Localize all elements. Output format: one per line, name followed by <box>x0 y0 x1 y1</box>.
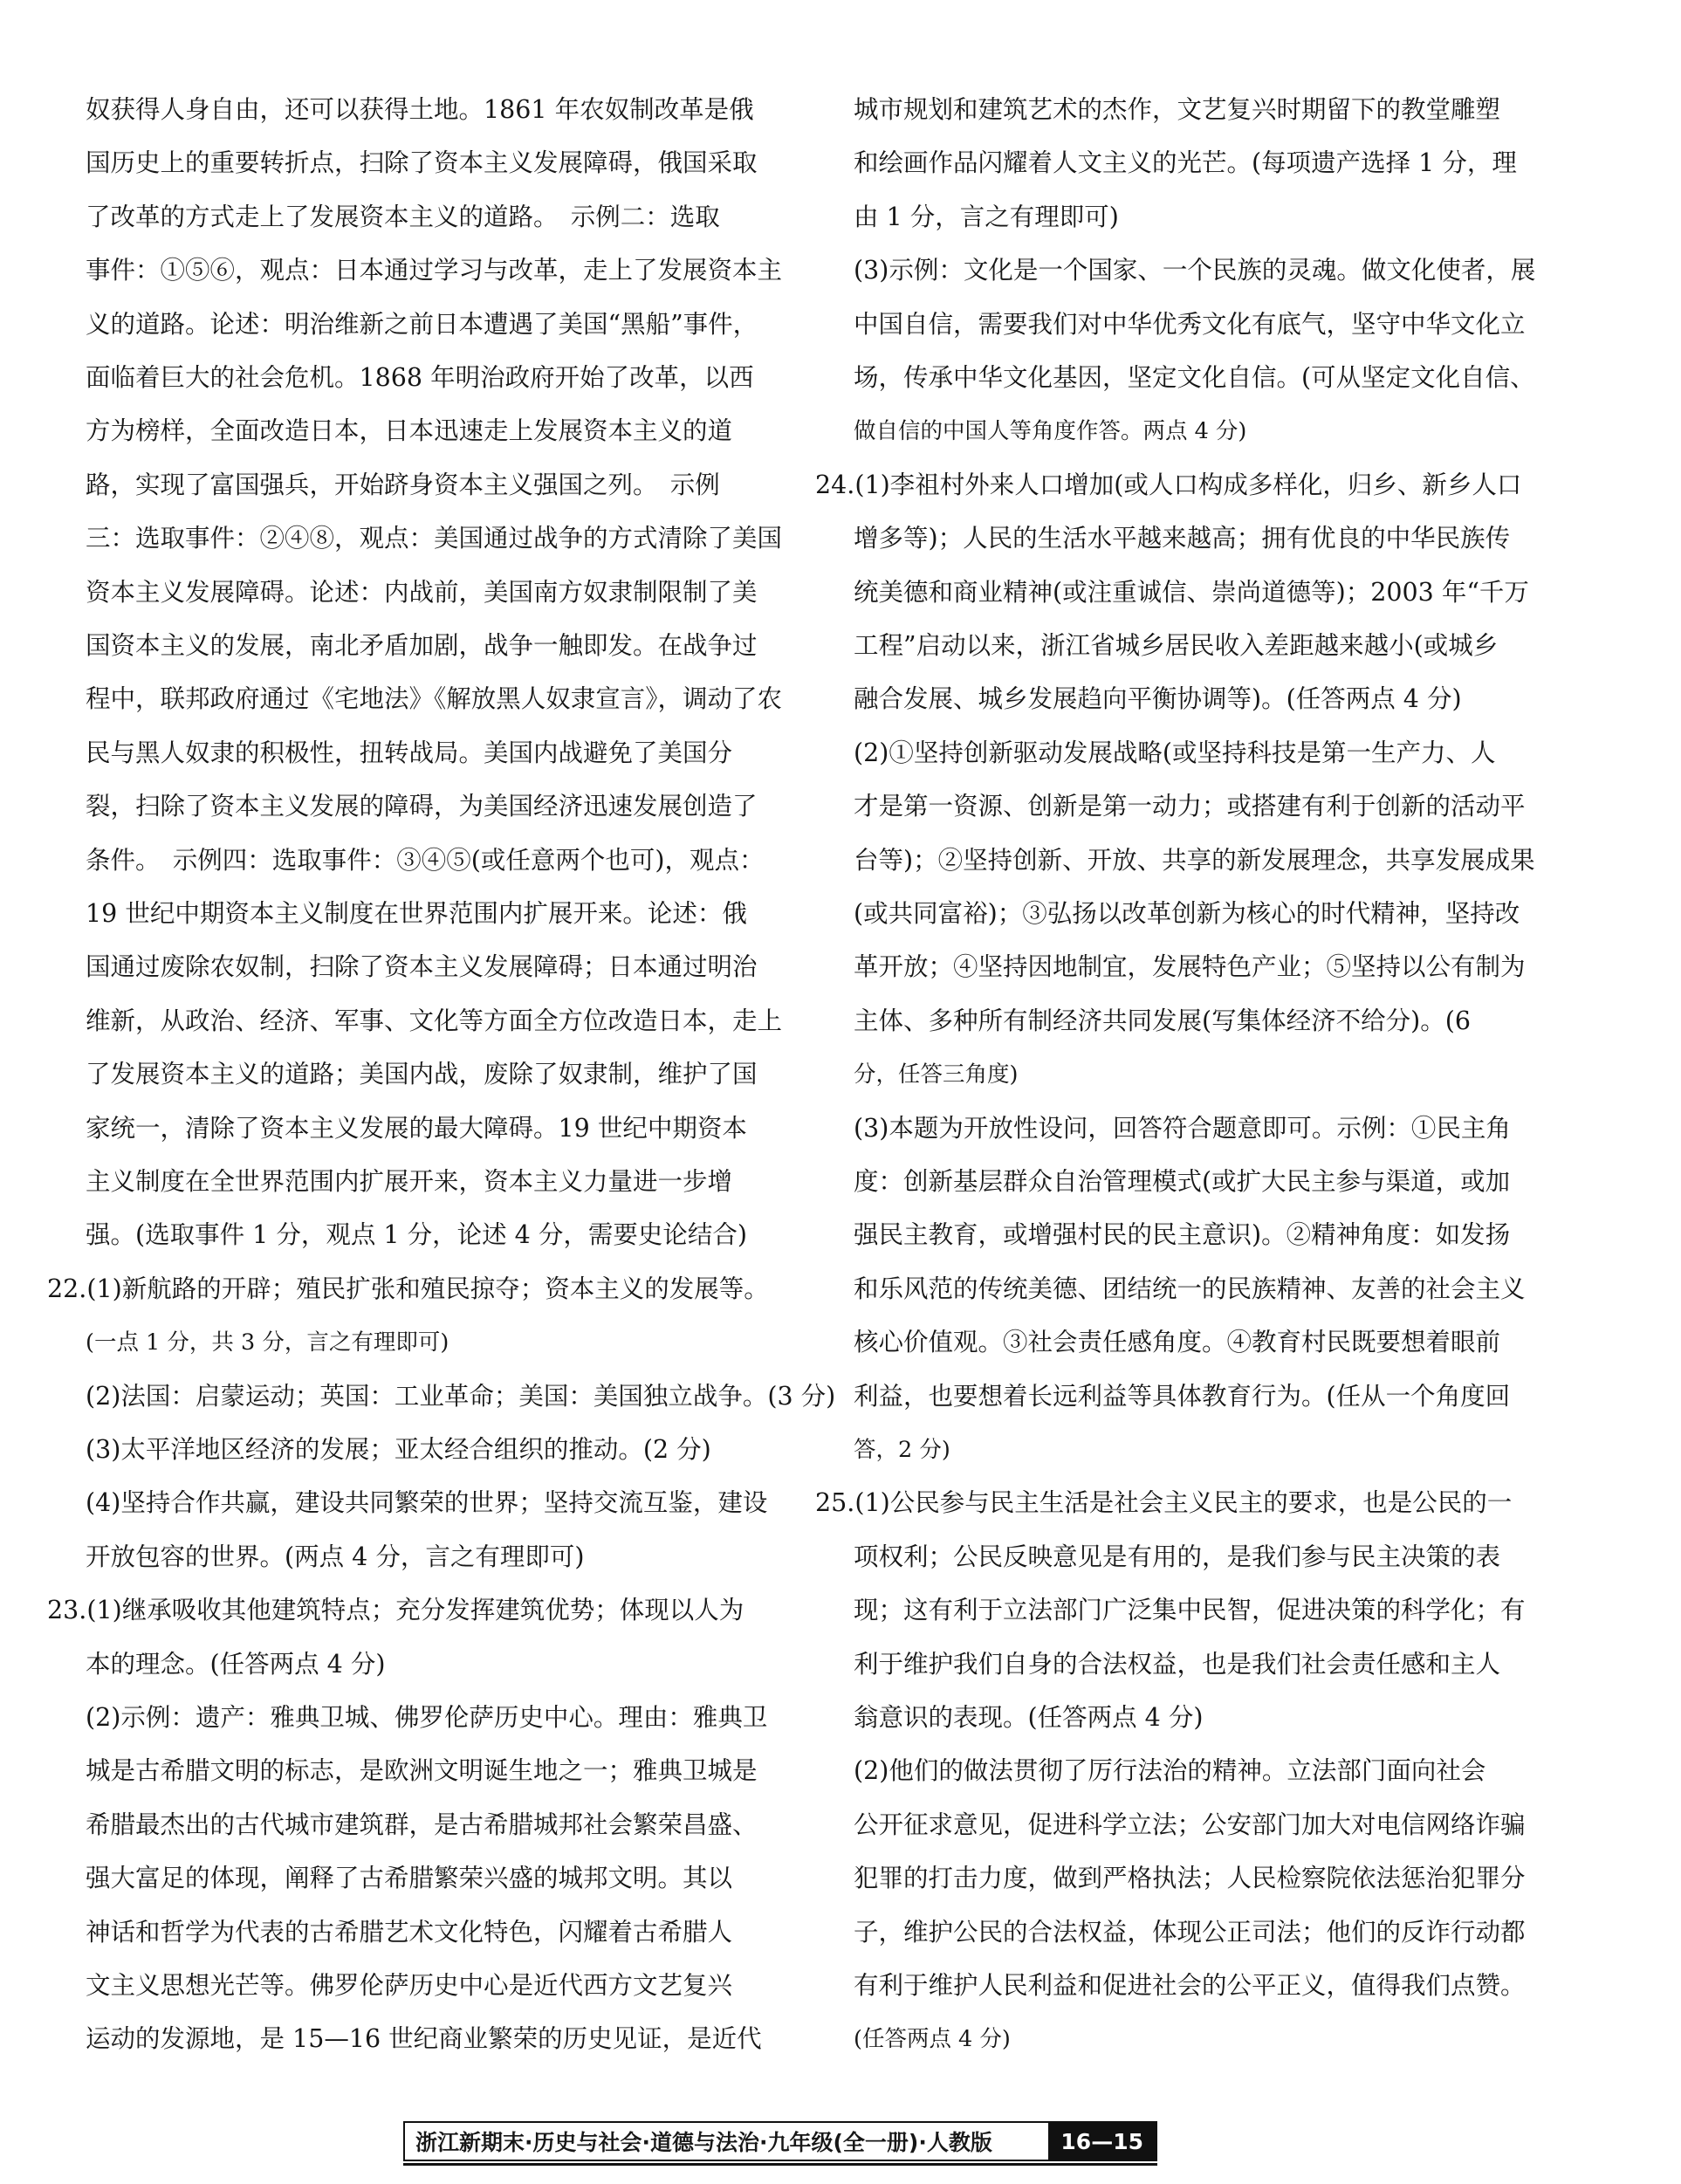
text-line: 公开征求意见，促进科学立法；公安部门加大对电信网络诈骗 <box>854 1810 1526 1839</box>
text-line: 强民主教育，或增强村民的民主意识)。②精神角度：如发扬 <box>854 1220 1511 1250</box>
text-line: 做自信的中国人等角度作答。两点 4 分) <box>854 418 1247 445</box>
text-line: 子，维护公民的合法权益，体现公正司法；他们的反诈行动都 <box>854 1917 1526 1947</box>
text-line: 主体、多种所有制经济共同发展(写集体经济不给分)。(6 <box>854 1006 1471 1035</box>
text-line: 增多等)；人民的生活水平越来越高；拥有优良的中华民族传 <box>854 524 1511 553</box>
text-line: (3)示例：文化是一个国家、一个民族的灵魂。做文化使者，展 <box>854 256 1536 285</box>
text-line: 核心价值观。③社会责任感角度。④教育村民既要想着眼前 <box>854 1328 1501 1357</box>
text-line: 犯罪的打击力度，做到严格执法；人民检察院依法惩治犯罪分 <box>854 1864 1526 1893</box>
text-line: 才是第一资源、创新是第一动力；或搭建有利于创新的活动平 <box>854 792 1526 821</box>
text-line: 运动的发源地，是 15—16 世纪商业繁荣的历史见证，是近代 <box>86 2024 762 2054</box>
text-line: 义的道路。论述：明治维新之前日本遭遇了美国“黑船”事件， <box>86 309 758 339</box>
text-line: 24.(1)李祖村外来人口增加(或人口构成多样化，归乡、新乡人口 <box>815 470 1522 499</box>
text-line: 答，2 分) <box>854 1437 950 1463</box>
text-line: 度：创新基层群众自治管理模式(或扩大民主参与渠道，或加 <box>854 1167 1511 1196</box>
text-line: 统美德和商业精神(或注重诚信、崇尚道德等)；2003 年“千万 <box>854 577 1529 607</box>
text-line: 希腊最杰出的古代城市建筑群，是古希腊城邦社会繁荣昌盛、 <box>86 1810 758 1839</box>
text-line: 利于维护我们自身的合法权益，也是我们社会责任感和主人 <box>854 1649 1501 1679</box>
text-line: 文主义思想光芒等。佛罗伦萨历史中心是近代西方文艺复兴 <box>86 1971 733 2000</box>
text-line: 主义制度在全世界范围内扩展开来，资本主义力量进一步增 <box>86 1167 733 1196</box>
text-line: (2)①坚持创新驱动发展战略(或坚持科技是第一生产力、人 <box>854 738 1496 767</box>
text-line: 19 世纪中期资本主义制度在世界范围内扩展开来。论述：俄 <box>86 899 747 928</box>
text-line: 中国自信，需要我们对中华优秀文化有底气，坚守中华文化立 <box>854 309 1526 339</box>
text-line: 项权利；公民反映意见是有用的，是我们参与民主决策的表 <box>854 1542 1501 1571</box>
text-line: 工程”启动以来，浙江省城乡居民收入差距越来越小(或城乡 <box>854 631 1499 660</box>
text-line: 翁意识的表现。(任答两点 4 分) <box>854 1703 1204 1732</box>
text-line: (3)本题为开放性设问，回答符合题意即可。示例：①民主角 <box>854 1113 1511 1143</box>
text-line: 和乐风范的传统美德、团结统一的民族精神、友善的社会主义 <box>854 1274 1526 1303</box>
text-line: (一点 1 分，共 3 分，言之有理即可) <box>86 1329 449 1356</box>
text-line: (或共同富裕)；③弘扬以改革创新为核心的时代精神，坚持改 <box>854 899 1520 928</box>
text-line: (2)法国：启蒙运动；英国：工业革命；美国：美国独立战争。(3 分) <box>86 1381 836 1411</box>
page-number: 16—15 <box>1048 2123 1156 2160</box>
text-line: 裂，扫除了资本主义发展的障碍，为美国经济迅速发展创造了 <box>86 792 758 821</box>
text-line: (4)坚持合作共赢，建设共同繁荣的世界；坚持交流互鉴，建设 <box>86 1488 768 1518</box>
text-line: (3)太平洋地区经济的发展；亚太经合组织的推动。(2 分) <box>86 1435 711 1464</box>
text-line: 三：选取事件：②④⑧，观点：美国通过战争的方式清除了美国 <box>86 524 783 553</box>
text-line: 由 1 分，言之有理即可) <box>854 202 1119 231</box>
text-line: 程中，联邦政府通过《宅地法》《解放黑人奴隶宣言》，调动了农 <box>86 684 783 714</box>
text-line: 了改革的方式走上了发展资本主义的道路。 示例二：选取 <box>86 202 720 231</box>
text-line: 神话和哲学为代表的古希腊艺术文化特色，闪耀着古希腊人 <box>86 1917 733 1947</box>
text-line: 强大富足的体现，阐释了古希腊繁荣兴盛的城邦文明。其以 <box>86 1864 733 1893</box>
footer-rule <box>403 2163 1157 2166</box>
text-line: 场，传承中华文化基因，坚定文化自信。(可从坚定文化自信、 <box>854 363 1535 392</box>
text-line: 方为榜样，全面改造日本，日本迅速走上发展资本主义的道 <box>86 416 733 446</box>
text-line: 现；这有利于立法部门广泛集中民智，促进决策的科学化；有 <box>854 1596 1526 1625</box>
text-line: 国通过废除农奴制，扫除了资本主义发展障碍；日本通过明治 <box>86 952 758 982</box>
text-line: 条件。 示例四：选取事件：③④⑤(或任意两个也可)，观点： <box>86 845 765 875</box>
text-line: 有利于维护人民利益和促进社会的公平正义，值得我们点赞。 <box>854 1971 1526 2000</box>
text-line: 台等)；②坚持创新、开放、共享的新发展理念，共享发展成果 <box>854 845 1535 875</box>
page-footer <box>403 2121 1157 2161</box>
text-line: 民与黑人奴隶的积极性，扭转战局。美国内战避免了美国分 <box>86 738 733 767</box>
text-line: 奴获得人身自由，还可以获得土地。1861 年农奴制改革是俄 <box>86 95 754 124</box>
text-line: 城市规划和建筑艺术的杰作，文艺复兴时期留下的教堂雕塑 <box>854 95 1501 124</box>
text-line: 和绘画作品闪耀着人文主义的光芒。(每项遗产选择 1 分，理 <box>854 148 1517 178</box>
text-line: 革开放；④坚持因地制宜，发展特色产业；⑤坚持以公有制为 <box>854 952 1526 982</box>
text-line: 了发展资本主义的道路；美国内战，废除了奴隶制，维护了国 <box>86 1060 758 1089</box>
text-line: (任答两点 4 分) <box>854 2026 1011 2053</box>
text-line: 家统一，清除了资本主义发展的最大障碍。19 世纪中期资本 <box>86 1113 747 1143</box>
footer-title: 浙江新期末·历史与社会·道德与法治·九年级(全一册)·人教版 <box>415 2130 992 2155</box>
text-line: 开放包容的世界。(两点 4 分，言之有理即可) <box>86 1542 585 1571</box>
text-line: 资本主义发展障碍。论述：内战前，美国南方奴隶制限制了美 <box>86 577 758 607</box>
text-line: 国历史上的重要转折点，扫除了资本主义发展障碍，俄国采取 <box>86 148 758 178</box>
text-line: (2)他们的做法贯彻了厉行法治的精神。立法部门面向社会 <box>854 1756 1486 1786</box>
text-line: 强。(选取事件 1 分，观点 1 分，论述 4 分，需要史论结合) <box>86 1220 747 1250</box>
text-line: 利益，也要想着长远利益等具体教育行为。(任从一个角度回 <box>854 1381 1511 1411</box>
text-line: 融合发展、城乡发展趋向平衡协调等)。(任答两点 4 分) <box>854 684 1462 714</box>
text-line: 本的理念。(任答两点 4 分) <box>86 1649 386 1679</box>
text-line: 国资本主义的发展，南北矛盾加剧，战争一触即发。在战争过 <box>86 631 758 660</box>
text-line: 路，实现了富国强兵，开始跻身资本主义强国之列。 示例 <box>86 470 720 499</box>
text-line: 23.(1)继承吸收其他建筑特点；充分发挥建筑优势；体现以人为 <box>47 1596 744 1625</box>
text-line: 分，任答三角度) <box>854 1061 1019 1089</box>
text-line: (2)示例：遗产：雅典卫城、佛罗伦萨历史中心。理由：雅典卫 <box>86 1703 768 1732</box>
text-line: 25.(1)公民参与民主生活是社会主义民主的要求，也是公民的一 <box>815 1488 1513 1518</box>
text-line: 面临着巨大的社会危机。1868 年明治政府开始了改革，以西 <box>86 363 754 392</box>
text-line: 维新，从政治、经济、军事、文化等方面全方位改造日本，走上 <box>86 1006 783 1035</box>
text-line: 22.(1)新航路的开辟；殖民扩张和殖民掠夺；资本主义的发展等。 <box>47 1274 769 1303</box>
text-line: 城是古希腊文明的标志，是欧洲文明诞生地之一；雅典卫城是 <box>86 1756 758 1786</box>
text-line: 事件：①⑤⑥，观点：日本通过学习与改革，走上了发展资本主 <box>86 256 783 285</box>
